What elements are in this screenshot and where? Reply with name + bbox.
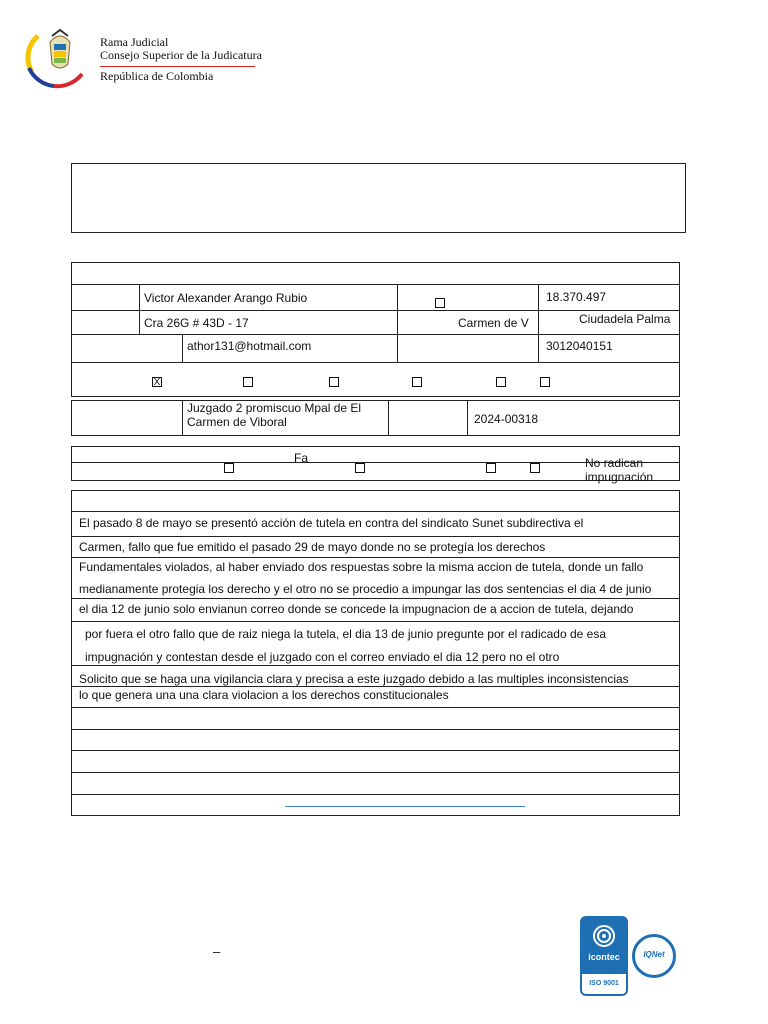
description-line-4: medianamente protegia los derecho y el otro no se procedio a impungar las dos sentencias el dia 4 de junio	[79, 582, 652, 596]
status-fa: Fa	[294, 451, 309, 465]
checkbox-option-3[interactable]	[329, 377, 339, 387]
checkbox-option-2[interactable]	[243, 377, 253, 387]
checkbox-status-3[interactable]	[486, 463, 496, 473]
header-line-1: Rama Judicial	[100, 35, 169, 49]
description-line-3: Fundamentales violados, al haber enviado dos respuestas sobre la misma accion de tutela, donde un fallo	[79, 560, 644, 574]
icontec-label: icontec	[588, 952, 620, 962]
applicant-neighborhood: Ciudadela Palma	[579, 312, 671, 326]
description-line-1: El pasado 8 de mayo se presentó acción de tutela en contra del sindicato Sunet subdirectiva el	[79, 516, 584, 530]
description-line-2: Carmen, fallo que fue emitido el pasado 29 de mayo donde no se protegía los derechos	[79, 540, 546, 554]
icontec-badge	[580, 916, 628, 996]
court-radicado: 2024-00318	[474, 412, 539, 426]
iqnet-badge	[632, 934, 676, 978]
header-underline	[100, 66, 255, 67]
checkbox-option-5[interactable]	[496, 377, 506, 387]
applicant-email: athor131@hotmail.com	[187, 339, 312, 353]
applicant-id-number: 18.370.497	[546, 290, 607, 304]
description-line-5: el dia 12 de junio solo envianun correo donde se concede la impugnacion de a accion de tutela, dejando	[79, 602, 634, 616]
applicant-city: Carmen de V	[458, 316, 529, 330]
checkbox-option-1[interactable]: X	[153, 377, 161, 388]
title-box	[71, 163, 686, 233]
description-line-6: por fuera el otro fallo que de raiz niega la tutela, el dia 13 de junio pregunte por el radicado de esa	[85, 627, 607, 641]
checkbox-personal[interactable]	[435, 298, 445, 308]
header-logo	[24, 24, 264, 94]
status-no-radican: No radican impugnación	[585, 456, 654, 484]
checkbox-status-2[interactable]	[355, 463, 365, 473]
signature-link-line[interactable]	[285, 806, 525, 807]
header-line-3: República de Colombia	[100, 69, 214, 83]
description-line-9: lo que genera una una clara violacion a los derechos constitucionales	[79, 688, 449, 702]
header-line-2: Consejo Superior de la Judicatura	[100, 48, 262, 62]
applicant-phone: 3012040151	[546, 339, 613, 353]
description-line-7: impugnación y contestan desde el juzgado con el correo enviado el dia 12 pero no el otro	[85, 650, 560, 664]
iqnet-label: IQNet	[643, 950, 665, 959]
description-line-8: Solicito que se haga una vigilancia clara y precisa a este juzgado debido a las multiples inconsistencias	[79, 672, 629, 686]
iso-label: ISO 9001	[582, 974, 626, 994]
footer-dash: –	[213, 944, 221, 959]
checkbox-option-6[interactable]	[540, 377, 550, 387]
icontec-spiral-icon	[592, 924, 616, 948]
checkbox-status-1[interactable]	[224, 463, 234, 473]
applicant-name: Victor Alexander Arango Rubio	[144, 291, 308, 305]
applicant-address: Cra 26G # 43D - 17	[144, 316, 249, 330]
colombia-shield-icon	[24, 24, 94, 90]
court-name: Juzgado 2 promiscuo Mpal de El Carmen de Viboral	[187, 401, 362, 429]
checkbox-option-4[interactable]	[412, 377, 422, 387]
checkbox-status-4[interactable]	[530, 463, 540, 473]
